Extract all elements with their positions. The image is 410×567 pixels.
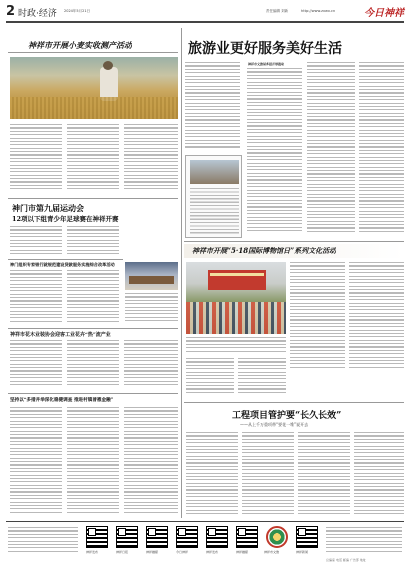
editor-line: 责任编辑 刘新 [266, 9, 289, 13]
page-header [6, 4, 406, 20]
left-sep-2 [8, 259, 123, 260]
qr-label-6: 神祥融媒 [236, 550, 249, 554]
tourism-subhead: 神祥市文旅局多措并举推动 [248, 62, 285, 66]
story-finance-text-2 [67, 407, 119, 517]
project-title: 工程项目管护要“长久长效” [232, 411, 342, 421]
story-flower-text [10, 340, 62, 390]
qr-code-5[interactable] [206, 526, 228, 548]
museum-caption [186, 337, 286, 357]
footer-rule [6, 521, 404, 522]
story-flower-title: 神祥市花木业装协会迎客工业花卉“热”流产业 [10, 332, 111, 338]
story-games-text [10, 226, 62, 256]
tourism-headline: 旅游业更好服务美好生活 [188, 41, 342, 57]
left-sep-4 [8, 393, 178, 394]
story-games-title-2: 12项以下组青少年足球赛在神祥开赛 [12, 215, 119, 223]
tourism-col-4 [359, 62, 404, 238]
qr-label-3: 神祥融媒 [146, 550, 159, 554]
footer-contact-label: 总编室 电话 邮编 广告部 地址 [326, 558, 366, 562]
emblem-icon [266, 526, 288, 548]
tourism-lead-left [185, 62, 240, 152]
qr-label-8: 神祥新闻 [296, 550, 309, 554]
story-finance-title: 坚持以“多措并举深化稳健调查 推进村镇普惠金融” [10, 398, 114, 403]
story-bank-text [10, 270, 62, 325]
meeting-photo [125, 262, 178, 290]
wheat-story-text [10, 124, 62, 194]
middle-sep [184, 402, 404, 403]
banner-wheat-text: 神祥市开展小麦实收测产活动 [28, 40, 132, 50]
wheat-story-text-2 [67, 124, 119, 194]
qr-label-2: 神祥日报 [116, 550, 129, 554]
museum-banner [184, 244, 404, 258]
qr-code-2[interactable] [116, 526, 138, 548]
wheat-field-photo [10, 57, 178, 119]
qr-code-6[interactable] [236, 526, 258, 548]
qr-code-1[interactable] [86, 526, 108, 548]
project-text-4 [354, 432, 404, 518]
museum-text-far-right [349, 262, 404, 372]
project-text-2 [242, 432, 294, 518]
qr-code-4[interactable] [176, 526, 198, 548]
footer-notice [8, 527, 78, 557]
qr-label-7: 神祥市文旅 [264, 550, 280, 554]
project-text-1 [186, 432, 238, 518]
project-text-3 [298, 432, 350, 518]
qr-code-3[interactable] [146, 526, 168, 548]
banner-wheat-title [28, 40, 132, 51]
story-bank-title: 神门组织专家银行就规范建设贷款服务实施综合改革活动 [10, 262, 115, 267]
museum-text-under-photo-1 [186, 358, 234, 398]
qr-label-5: 神祥发布 [206, 550, 219, 554]
museum-text-right [290, 262, 345, 372]
tourism-col-2 [247, 68, 302, 238]
section-name: 时政·经济 [18, 9, 57, 19]
story-finance-text-3 [124, 407, 178, 517]
masthead-logo: 今日神祥 [364, 8, 404, 19]
story-games-text-2 [67, 226, 119, 256]
wheat-story-text-3 [124, 124, 178, 194]
top-right-sep [184, 241, 404, 242]
story-finance-text [10, 407, 62, 517]
museum-event-photo [186, 262, 286, 334]
header-rule [6, 21, 404, 23]
story-flower-text-3 [124, 340, 178, 390]
left-sep-3 [8, 328, 178, 329]
tourism-col-3 [307, 62, 355, 238]
project-subtitle: ——从上千万重项带“要花一堆”说开去 [240, 422, 309, 427]
website-url: http://www.zxwx.cn [301, 9, 336, 13]
footer-contact [326, 527, 402, 557]
museum-banner-title: 神祥市开展“5·18国际博物馆日”系列文化活动 [192, 246, 337, 255]
qr-code-8[interactable] [296, 526, 318, 548]
museum-text-under-photo-2 [238, 358, 286, 398]
story-bank-text-2 [67, 270, 119, 325]
banner-underline [8, 52, 178, 53]
qr-label-1: 神祥发布 [86, 550, 99, 554]
left-sep-1 [8, 198, 178, 199]
qr-label-4: 今日神祥 [176, 550, 189, 554]
story-flower-text-2 [67, 340, 119, 390]
story-games-title-1: 神门市第九届运动会 [12, 203, 84, 213]
issue-date: 2024年5月21日 [64, 9, 91, 13]
meeting-text [125, 293, 178, 325]
heritage-photo [185, 155, 242, 238]
left-column-divider [181, 28, 182, 518]
page-number: 2 [6, 4, 16, 19]
